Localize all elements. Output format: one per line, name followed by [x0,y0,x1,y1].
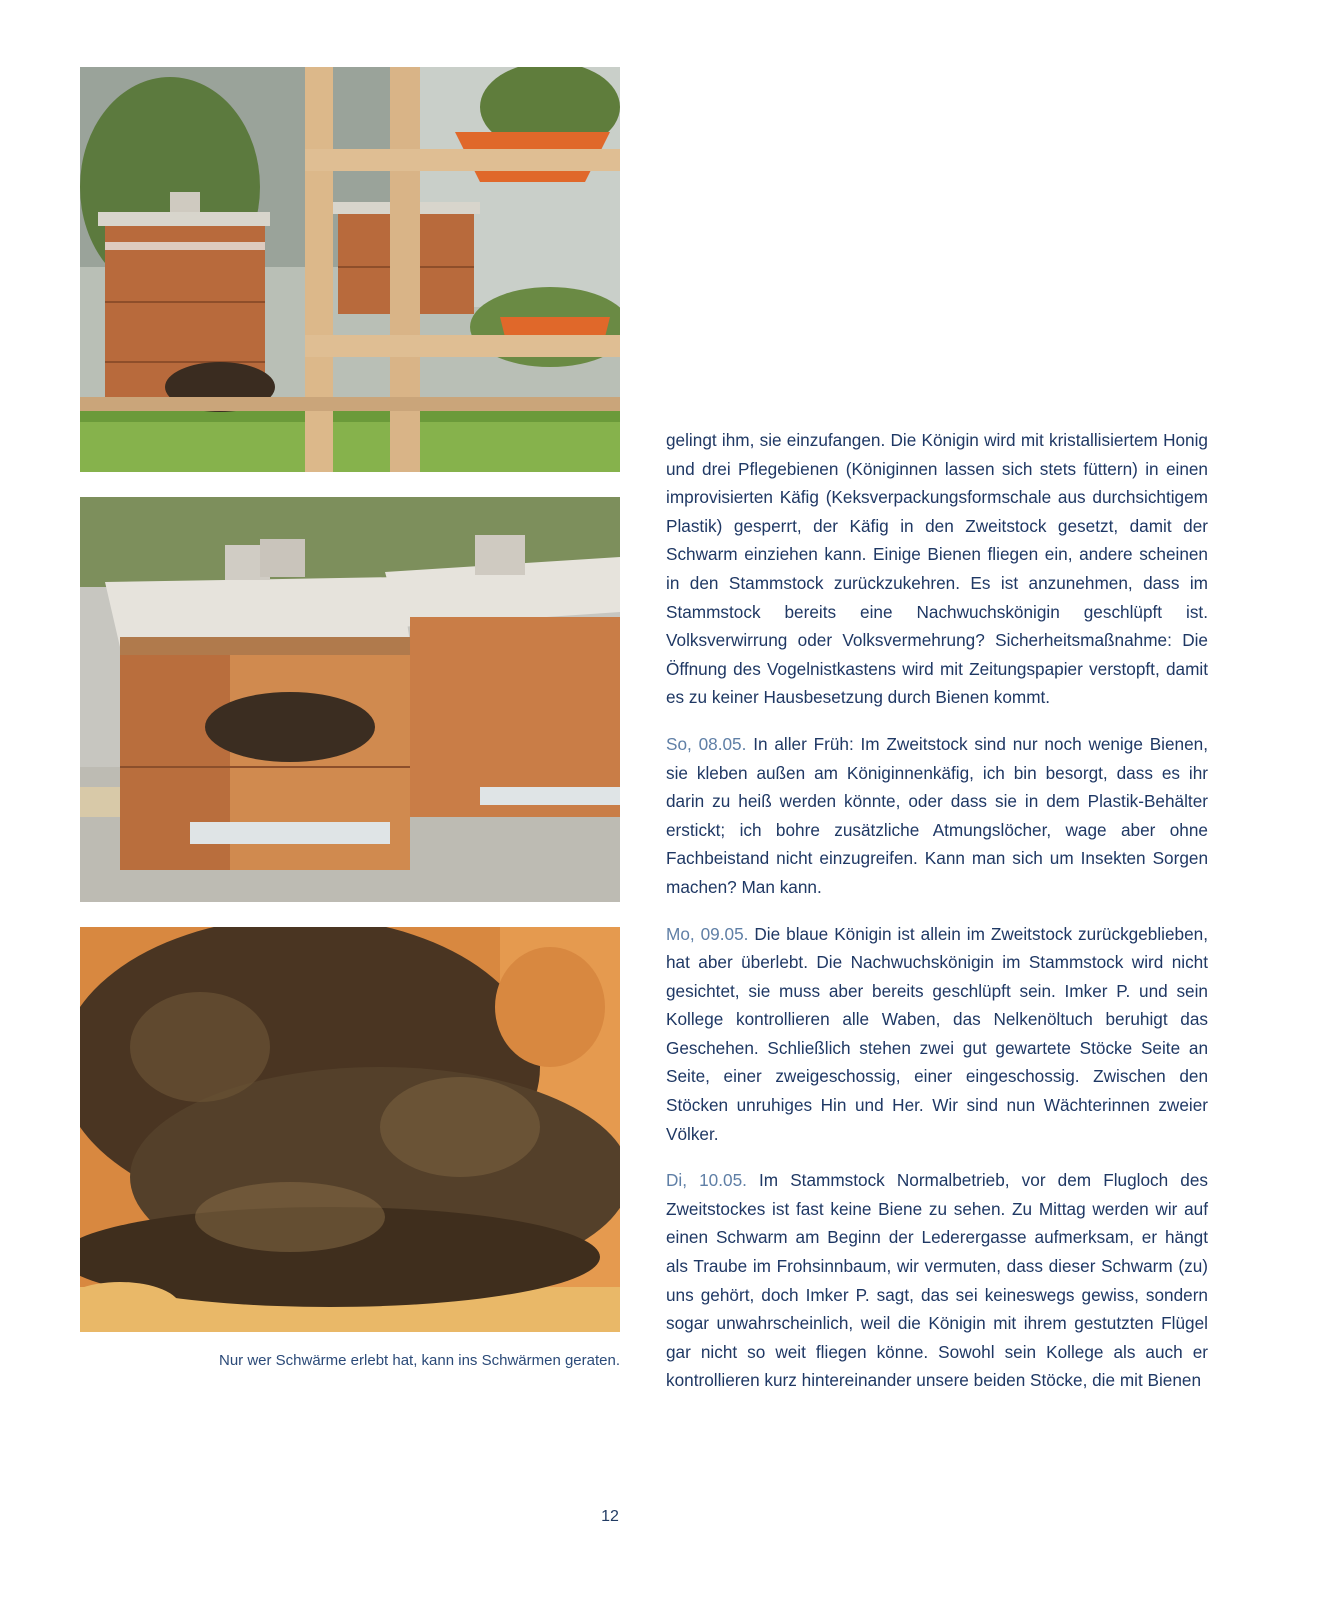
paragraph-4-text: Im Stammstock Normalbetrieb, vor dem Flugloch des Zweitstockes ist fast keine Biene zu sehen. Zu Mittag werden wir auf einen Schwarm am Beginn der Lederergasse aufmerksam, er hängt als Traube im Frohsinnbaum, wir vermuten, dass dieser Schwarm (zu) uns gehört, doch Imker P. sagt, das sei keineswegs gewiss, sondern sogar unwahrscheinlich, weil die Königin mit ihrem gestutzten Flügel gar nicht so weit fliegen könne. Sowohl sein Kollege als auch er kontrollieren kurz hintereinander unsere beiden Stöcke, die mit Bienen [666,1170,1208,1391]
paragraph-2 [666,730,1208,902]
page-number: 12 [601,1508,619,1525]
paragraph-4 [666,1166,1208,1395]
entry-date: So, 08.05. [666,733,747,754]
paragraph-1 [666,426,1208,712]
photo-swarm-closeup [80,927,620,1332]
entry-date: Di, 10.05. [666,1170,747,1191]
photo-swarm-on-hive [80,497,620,902]
paragraph-3 [666,920,1208,1149]
swarm-on-hive-illustration [80,497,620,902]
paragraph-3-text: Die blaue Königin ist allein im Zweitstock zurückgeblieben, hat aber überlebt. Die Nachwuchskönigin im Stammstock wird nicht gesichtet, sie muss aber bereits geschlüpft sein. Imker P. und sein Kollege kontrollieren alle Waben, das Nelkenöltuch beruhigt das Geschehen. Schließlich stehen zwei gut gewartete Stöcke Seite an Seite, einer zweigeschossig, einer eingeschossig. Zwischen den Stöcken unruhiges Hin und Her. Wir sind nun Wächterinnen zweier Völker. [666,923,1208,1144]
photo-caption: Nur wer Schwärme erlebt hat, kann ins Schwärmen geraten. [218,1352,620,1369]
paragraph-1-text: gelingt ihm, sie einzufangen. Die Königin wird mit kristallisiertem Honig und drei Pflegebienen (Königinnen lassen sich stets füttern) in einen improvisierten Käfig (Keksverpackungsformschale aus durchsichtigem Plastik) gesperrt, der Käfig in den Zweitstock gesetzt, damit der Schwarm einziehen kann. Einige Bienen fliegen ein, andere scheinen in den Stammstock zurückzukehren. Es ist anzunehmen, dass im Stammstock bereits eine Nachwuchskönigin geschlüpft ist. Volksverwirrung oder Volksvermehrung? Sicherheitsmaßnahme: Die Öffnung des Vogelnistkastens wird mit Zeitungspapier verstopft, damit es zu keiner Hausbesetzung durch Bienen kommt. [666,430,1208,708]
entry-date: Mo, 09.05. [666,923,749,944]
rooftop-hives-illustration [80,67,620,472]
photo-rooftop-hives [80,67,620,472]
paragraph-2-text: In aller Früh: Im Zweitstock sind nur noch wenige Bienen, sie kleben außen am Königinnenkäfig, ich bin besorgt, dass es ihr darin zu heiß werden könnte, oder dass sie in dem Plastik-Behälter erstickt; ich bohre zusätzliche Atmungslöcher, wage aber ohne Fachbeistand nicht einzugreifen. Kann man sich um Insekten Sorgen machen? Man kann. [666,733,1208,897]
swarm-closeup-illustration [80,927,620,1332]
diary-text [666,426,1208,1413]
